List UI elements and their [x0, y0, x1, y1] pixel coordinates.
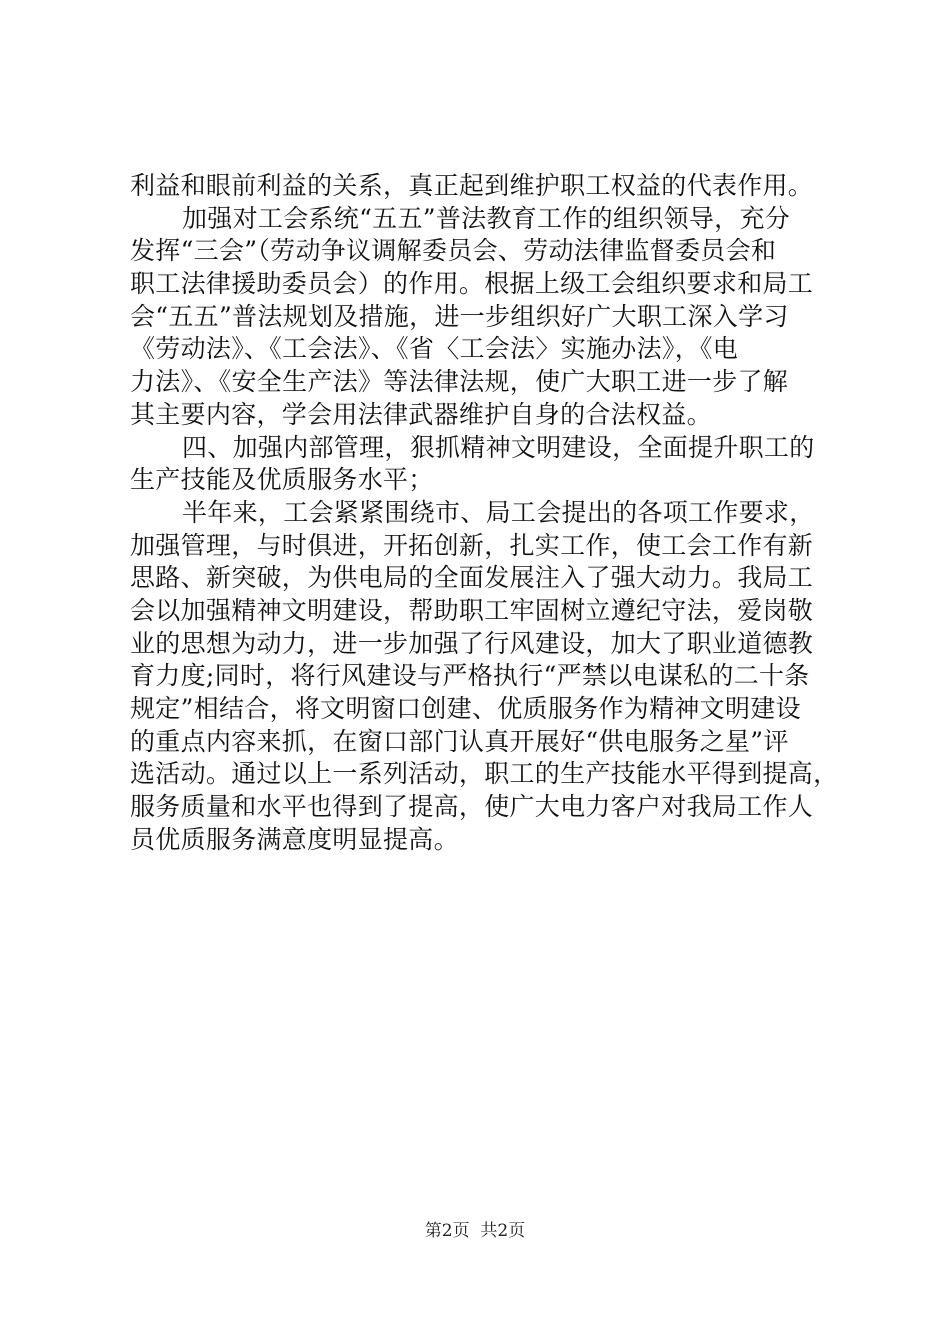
- text-line: 选活动。通过以上一系列活动，职工的生产技能水平得到提高，: [130, 759, 839, 789]
- text-line: 的重点内容来抓，在窗口部门认真开展好“供电服务之星”评: [130, 726, 789, 756]
- paragraph-start-line: 半年来，工会紧紧围绕市、局工会提出的各项工作要求，: [182, 497, 815, 527]
- text-line: 职工法律援助委员会）的作用。根据上级工会组织要求和局工: [130, 269, 814, 299]
- text-line: 员优质服务满意度明显提高。: [130, 824, 459, 854]
- text-line: 会以加强精神文明建设，帮助职工牢固树立遵纪守法，爱岗敬: [130, 595, 814, 625]
- paragraph-start-line: 加强对工会系统“五五”普法教育工作的组织领导，充分: [182, 203, 791, 233]
- document-body: [130, 170, 839, 856]
- text-line: 会“五五”普法规划及措施，进一步组织好广大职工深入学习: [130, 301, 789, 331]
- text-line: 规定”相结合，将文明窗口创建、优质服务作为精神文明建设: [130, 694, 801, 723]
- text-line: 育力度;同时，将行风建设与严格执行“严禁以电谋私的二十条: [130, 661, 810, 691]
- text-line: 利益和眼前利益的关系，真正起到维护职工权益的代表作用。: [130, 171, 814, 200]
- section-heading-line: 四、加强内部管理，狠抓精神文明建设，全面提升职工的: [182, 432, 815, 462]
- text-line: 服务质量和水平也得到了提高，使广大电力客户对我局工作人: [130, 792, 814, 822]
- text-line: 加强管理，与时俱进，开拓创新，扎实工作，使工会工作有新: [130, 530, 814, 560]
- page-number-footer: 第2页 共2页: [424, 1221, 526, 1241]
- text-line: 《劳动法》、《工会法》、《省〈工会法〉实施办法》，《电: [130, 334, 739, 364]
- text-line: 业的思想为动力，进一步加强了行风建设，加大了职业道德教: [130, 628, 814, 658]
- text-line: 力法》、《安全生产法》等法律法规，使广大职工进一步了解: [130, 367, 789, 397]
- text-line: 其主要内容，学会用法律武器维护自身的合法权益。: [130, 399, 712, 429]
- text-line: 思路、新突破，为供电局的全面发展注入了强大动力。我局工: [130, 563, 814, 593]
- text-line: 发挥“三会”（劳动争议调解委员会、劳动法律监督委员会和: [130, 236, 777, 266]
- section-heading-line: 生产技能及优质服务水平；: [130, 465, 434, 495]
